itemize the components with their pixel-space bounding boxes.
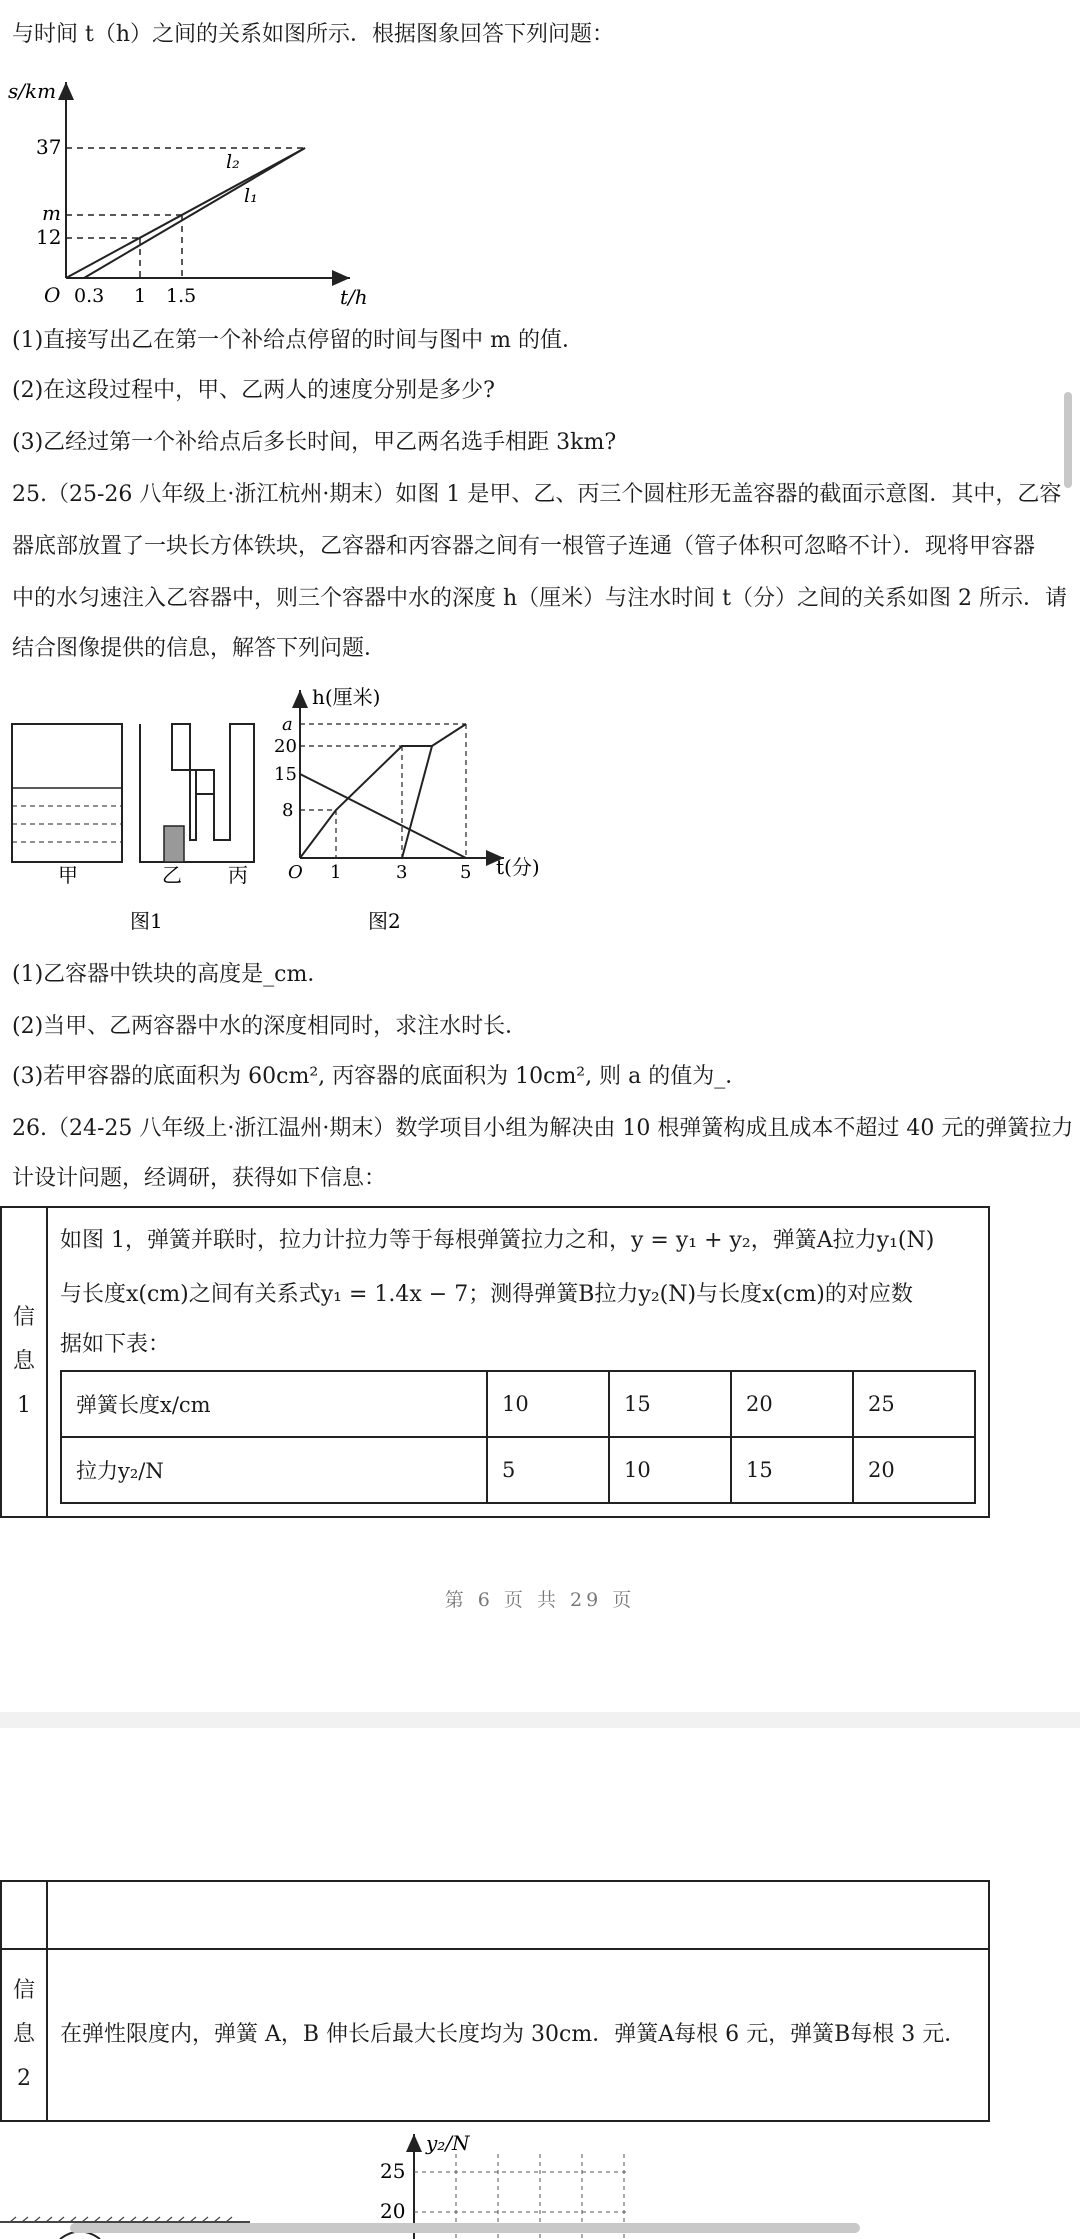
horizontal-scrollbar[interactable] [70, 2223, 860, 2233]
q25-text: 中的水匀速注入乙容器中，则三个容器中水的深度 h（厘米）与注水时间 t（分）之间的关系如图 2 所示．请 [12, 586, 1067, 611]
x-tick: O [44, 283, 61, 307]
yi-depth-line [300, 724, 466, 858]
intro-line: 与时间 t（h）之间的关系如图所示．根据图象回答下列问题： [12, 22, 615, 47]
line-label: l₁ [244, 185, 258, 207]
q25-part1: (1)乙容器中铁块的高度是_cm． [12, 962, 330, 987]
x-tick: 3 [396, 862, 408, 883]
container-bing-label: 丙 [228, 863, 248, 887]
info1-head: 信 息 1 [2, 1208, 48, 1516]
q25-part3: (3)若甲容器的底面积为 60cm², 丙容器的底面积为 10cm², 则 a 的值为_． [12, 1064, 748, 1089]
table-row [61, 1371, 975, 1437]
x-tick: 1.5 [166, 285, 197, 307]
y-axis-label: y₂/N [426, 2131, 470, 2155]
x-tick: O [288, 862, 303, 883]
info1-line: 据如下表： [60, 1332, 171, 1357]
container-jia-label: 甲 [58, 863, 78, 887]
table-cell: 10 [487, 1371, 609, 1437]
x-tick: 1 [330, 862, 342, 883]
table-cell: 10 [609, 1437, 731, 1503]
jia-depth-line [300, 774, 466, 858]
line-l2 [84, 148, 305, 278]
y-tick: 15 [274, 764, 297, 785]
y-tick: 12 [36, 225, 62, 249]
table-cell: 15 [731, 1437, 853, 1503]
q26-text: 26.（24-25 八年级上·浙江温州·期末）数学项目小组为解决由 10 根弹簧构成且成本不超过 40 元的弹簧拉力 [12, 1116, 1074, 1141]
depth-time-graph [270, 676, 560, 940]
table-cell: 弹簧长度x/cm [61, 1371, 487, 1437]
document-page-7 [0, 1728, 1080, 2239]
x-axis-label: t/h [340, 285, 368, 309]
vertical-scrollbar[interactable] [1064, 392, 1072, 488]
q24-part3: (3)乙经过第一个补给点后多长时间，甲乙两名选手相距 3km? [12, 430, 617, 455]
page-separator [0, 1712, 1080, 1728]
info1-line: 如图 1，弹簧并联时，拉力计拉力等于每根弹簧拉力之和，y = y₁ + y₂，弹簧A拉力y₁(N) [60, 1228, 935, 1253]
y-tick: a [282, 714, 293, 735]
y-tick: m [42, 201, 61, 225]
info2-box [0, 1948, 990, 2122]
q25-part2: (2)当甲、乙两容器中水的深度相同时，求注水时长． [12, 1014, 528, 1039]
info2-text: 在弹性限度内，弹簧 A，B 伸长后最大长度均为 30cm．弹簧A每根 6 元，弹簧B每根 3 元． [60, 2022, 967, 2047]
y-tick: 25 [380, 2159, 406, 2183]
distance-time-graph [0, 70, 380, 310]
q26-text: 计设计问题，经调研，获得如下信息： [12, 1166, 387, 1191]
fig1-caption: 图1 [130, 909, 163, 933]
y-tick: 20 [274, 736, 297, 757]
info1-line: 与长度x(cm)之间有关系式y₁ = 1.4x − 7；测得弹簧B拉力y₂(N)与长度x(cm)的对应数 [60, 1282, 913, 1307]
fig2-caption: 图2 [368, 909, 401, 933]
table-cell: 20 [853, 1437, 975, 1503]
y-tick: 20 [380, 2199, 406, 2223]
table-cell: 拉力y₂/N [61, 1437, 487, 1503]
y-axis-label: s/km [8, 79, 57, 103]
info2-head: 信 息 2 [2, 1950, 48, 2120]
table-cell: 5 [487, 1437, 609, 1503]
table-row [61, 1437, 975, 1503]
q24-part2: (2)在这段过程中，甲、乙两人的速度分别是多少? [12, 378, 495, 403]
q25-text: 器底部放置了一块长方体铁块，乙容器和丙容器之间有一根管子连通（管子体积可忽略不计）．现将甲容器 [12, 534, 1036, 559]
spring-b-table [60, 1370, 976, 1504]
containers-figure [0, 710, 270, 940]
q25-text: 25.（25-26 八年级上·浙江杭州·期末）如图 1 是甲、乙、丙三个圆柱形无盖容器的截面示意图．其中，乙容 [12, 482, 1062, 507]
container-yi-label: 乙 [162, 863, 182, 887]
y-tick: 8 [282, 800, 294, 821]
x-tick: 0.3 [74, 285, 105, 307]
line-l1 [66, 148, 305, 278]
x-tick: 1 [134, 285, 147, 307]
q25-text: 结合图像提供的信息，解答下列问题． [12, 636, 387, 661]
x-tick: 5 [460, 862, 472, 883]
q24-part1: (1)直接写出乙在第一个补给点停留的时间与图中 m 的值． [12, 328, 585, 353]
page-footer: 第 6 页 共 29 页 [444, 1589, 636, 1611]
y-tick: 37 [36, 135, 62, 159]
line-label: l₂ [226, 151, 240, 173]
y-axis-label: h(厘米) [312, 685, 381, 709]
info-table-top-row [0, 1880, 990, 1950]
table-cell: 25 [853, 1371, 975, 1437]
bing-depth-line [402, 746, 432, 858]
table-cell: 15 [609, 1371, 731, 1437]
table-cell: 20 [731, 1371, 853, 1437]
x-axis-label: t(分) [496, 855, 540, 879]
